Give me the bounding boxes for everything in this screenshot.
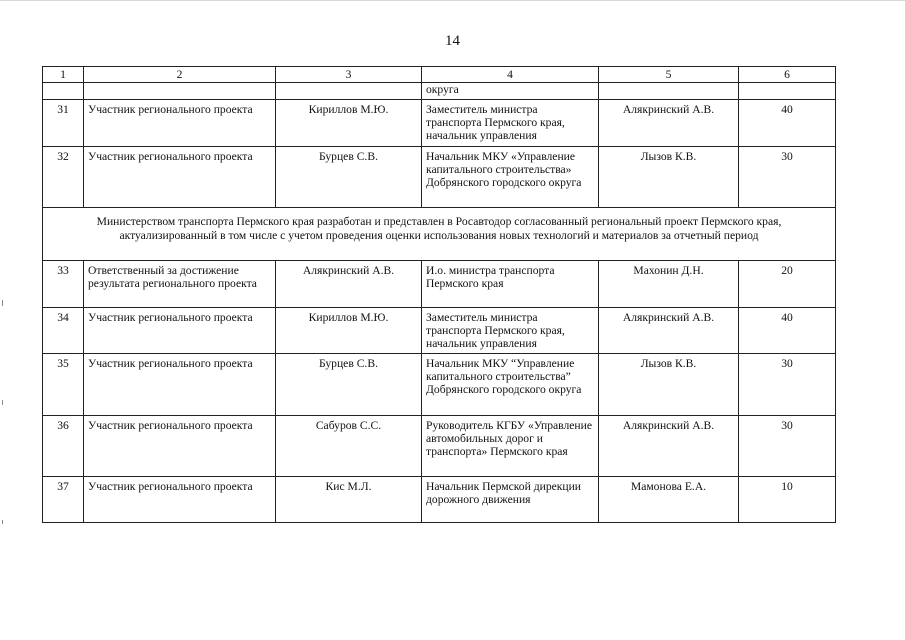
column-header: 4 — [422, 67, 599, 83]
row-number — [43, 83, 84, 100]
row-role: Участник регионального проекта — [84, 477, 276, 523]
row-number: 33 — [43, 261, 84, 308]
table-note-row — [43, 208, 836, 261]
row-role — [84, 83, 276, 100]
table-row — [43, 261, 836, 308]
row-person: Бурцев С.В. — [276, 147, 422, 208]
row-score: 10 — [739, 477, 836, 523]
row-number: 37 — [43, 477, 84, 523]
row-number: 32 — [43, 147, 84, 208]
row-role: Ответственный за достижение результата регионального проекта — [84, 261, 276, 308]
table-row — [43, 100, 836, 147]
row-number: 35 — [43, 354, 84, 416]
row-manager: Лызов К.В. — [599, 147, 739, 208]
table-row — [43, 477, 836, 523]
section-note: Министерством транспорта Пермского края разработан и представлен в Росавтодор согласованный региональный проект Пермского края, актуализированный в том числе с учетом проведения оценки использования новых технологий и материалов за отчетный период — [43, 208, 836, 261]
row-manager: Мамонова Е.А. — [599, 477, 739, 523]
row-score: 40 — [739, 308, 836, 354]
data-table — [42, 66, 836, 523]
row-position: Заместитель министра транспорта Пермского края, начальник управления — [422, 308, 599, 354]
row-manager: Алякринский А.В. — [599, 308, 739, 354]
row-role: Участник регионального проекта — [84, 100, 276, 147]
scan-artifact — [2, 300, 3, 306]
table-header-row — [43, 67, 836, 83]
row-score — [739, 83, 836, 100]
table-row — [43, 308, 836, 354]
row-position: Заместитель министра транспорта Пермского края, начальник управления — [422, 100, 599, 147]
row-person: Алякринский А.В. — [276, 261, 422, 308]
row-person: Сабуров С.С. — [276, 416, 422, 477]
scan-artifact — [2, 520, 3, 524]
row-person: Кириллов М.Ю. — [276, 100, 422, 147]
row-position: Руководитель КГБУ «Управление автомобильных дорог и транспорта» Пермского края — [422, 416, 599, 477]
row-manager — [599, 83, 739, 100]
row-position: Начальник МКУ “Управление капитального строительства” Добрянского городского округа — [422, 354, 599, 416]
row-manager: Алякринский А.В. — [599, 100, 739, 147]
row-score: 20 — [739, 261, 836, 308]
row-role: Участник регионального проекта — [84, 354, 276, 416]
row-score: 40 — [739, 100, 836, 147]
row-person: Бурцев С.В. — [276, 354, 422, 416]
row-number: 34 — [43, 308, 84, 354]
row-position: Начальник Пермской дирекции дорожного движения — [422, 477, 599, 523]
row-person: Кис М.Л. — [276, 477, 422, 523]
row-number: 36 — [43, 416, 84, 477]
table-row — [43, 354, 836, 416]
row-person — [276, 83, 422, 100]
row-manager: Махонин Д.Н. — [599, 261, 739, 308]
column-header: 1 — [43, 67, 84, 83]
column-header: 3 — [276, 67, 422, 83]
column-header: 6 — [739, 67, 836, 83]
scan-artifact — [0, 0, 905, 1]
row-role: Участник регионального проекта — [84, 308, 276, 354]
row-position: округа — [422, 83, 599, 100]
scan-artifact — [2, 400, 3, 405]
row-score: 30 — [739, 354, 836, 416]
row-position: И.о. министра транспорта Пермского края — [422, 261, 599, 308]
row-number: 31 — [43, 100, 84, 147]
page-number: 14 — [445, 33, 460, 49]
table-row — [43, 416, 836, 477]
table-row — [43, 83, 836, 100]
row-score: 30 — [739, 147, 836, 208]
row-position: Начальник МКУ «Управление капитального строительства» Добрянского городского округа — [422, 147, 599, 208]
column-header: 2 — [84, 67, 276, 83]
column-header: 5 — [599, 67, 739, 83]
row-manager: Алякринский А.В. — [599, 416, 739, 477]
table-row — [43, 147, 836, 208]
row-score: 30 — [739, 416, 836, 477]
row-role: Участник регионального проекта — [84, 147, 276, 208]
row-role: Участник регионального проекта — [84, 416, 276, 477]
row-manager: Лызов К.В. — [599, 354, 739, 416]
row-person: Кириллов М.Ю. — [276, 308, 422, 354]
